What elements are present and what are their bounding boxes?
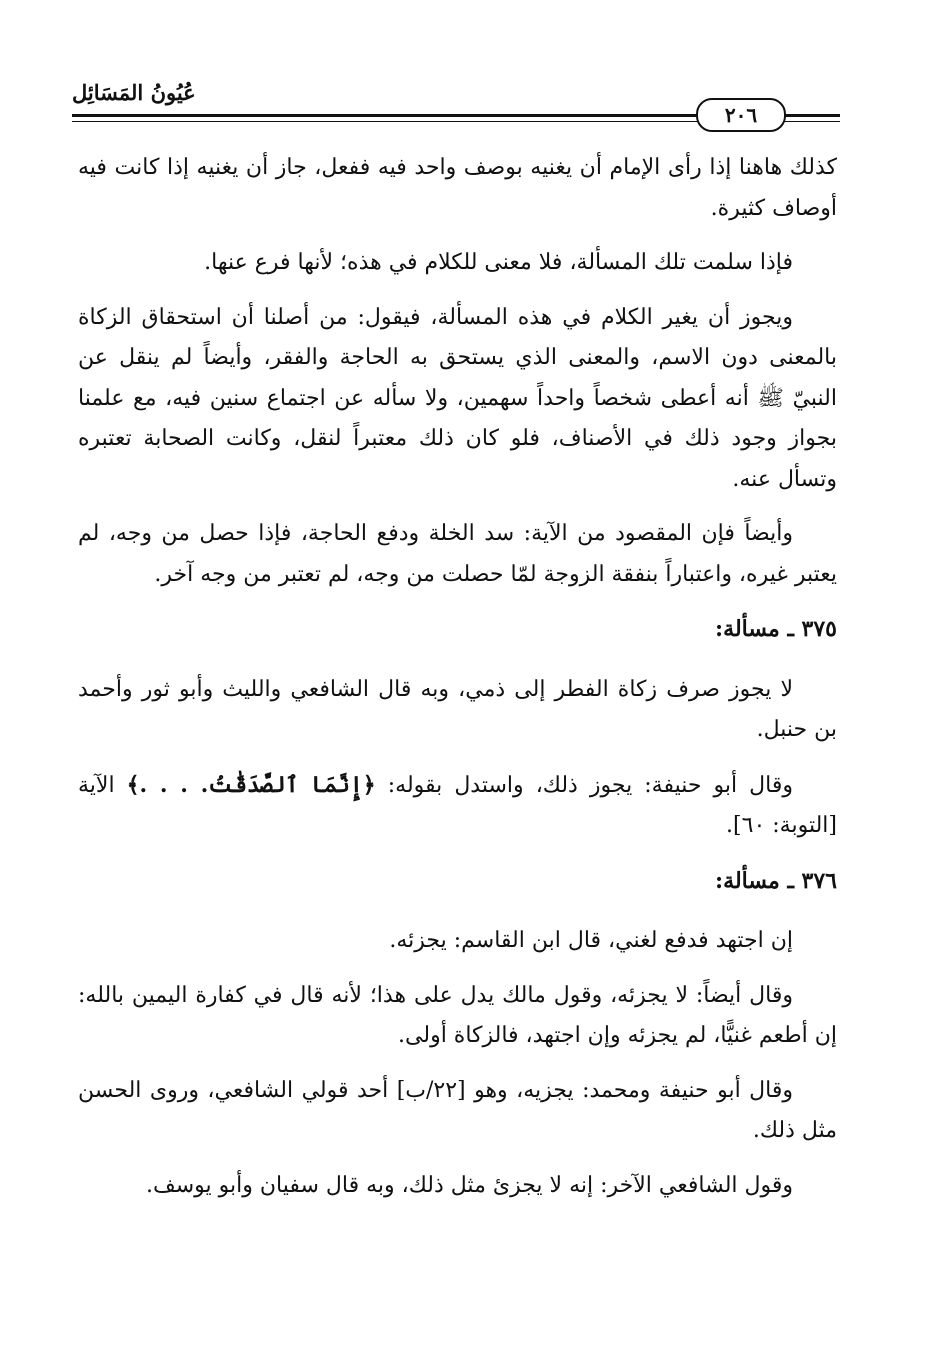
paragraph: وأيضاً فإن المقصود من الآية: سد الخلة ودفع الحاجة، فإذا حصل من وجه، لم يعتبر غيره، واعتباراً بنفقة الزوجة لمّا حصلت من وجه، لم تعتبر من وجه آخر. — [78, 521, 837, 587]
page-number: ٢٠٦ — [696, 98, 786, 132]
quran-quote: ﴿إِنَّمَا ٱلصَّدَقَٰتُ. . . .﴾ — [126, 771, 376, 798]
page-header — [72, 78, 840, 138]
paragraph: كذلك هاهنا إذا رأى الإمام أن يغنيه بوصف واحد فيه ففعل، جاز أن يغنيه إذا كانت فيه أوصاف كثيرة. — [78, 155, 837, 221]
issue-heading-375: ٣٧٥ ـ مسألة: — [715, 616, 837, 642]
paragraph: ويجوز أن يغير الكلام في هذه المسألة، فيقول: من أصلنا أن استحقاق الزكاة بالمعنى دون الاسم، والمعنى الذي يستحق به الحاجة والفقر، وأيضاً لم ينقل عن النبيّ ﷺ أنه أعطى شخصاً واحداً سهمين، ولا سأله عن اجتماع سنين فيه، مع علمنا بجواز وجود ذلك في الأصناف، فلو كان ذلك معتبراً لنقل، وكانت الصحابة تعتبره وتسأل عنه. — [78, 304, 837, 492]
paragraph-text: وقال أبو حنيفة: يجوز ذلك، واستدل بقوله: — [375, 772, 793, 798]
book-title: عُيُونُ المَسَائِل — [72, 80, 196, 105]
paragraph: لا يجوز صرف زكاة الفطر إلى ذمي، وبه قال الشافعي والليث وأبو ثور وأحمد بن حنبل. — [78, 676, 837, 742]
paragraph-with-quran — [78, 765, 837, 847]
paragraph: وقال أبو حنيفة ومحمد: يجزيه، وهو [٢٢/ب] أحد قولي الشافعي، وروى الحسن مثل ذلك. — [78, 1077, 837, 1143]
paragraph: وقال أيضاً: لا يجزئه، وقول مالك يدل على هذا؛ لأنه قال في كفارة اليمين بالله: إن أطعم غنيًّا، لم يجزئه وإن اجتهد، فالزكاة أولى. — [78, 982, 837, 1048]
paragraph: إن اجتهد فدفع لغني، قال ابن القاسم: يجزئه. — [389, 928, 793, 953]
paragraph: فإذا سلمت تلك المسألة، فلا معنى للكلام في هذه؛ لأنها فرع عنها. — [204, 250, 793, 275]
paragraph-text: الآية [التوبة: ٦٠]. — [78, 772, 837, 838]
page-body — [78, 148, 837, 1220]
paragraph: وقول الشافعي الآخر: إنه لا يجزئ مثل ذلك، وبه قال سفيان وأبو يوسف. — [145, 1172, 793, 1198]
issue-heading-376: ٣٧٦ ـ مسألة: — [715, 867, 837, 894]
